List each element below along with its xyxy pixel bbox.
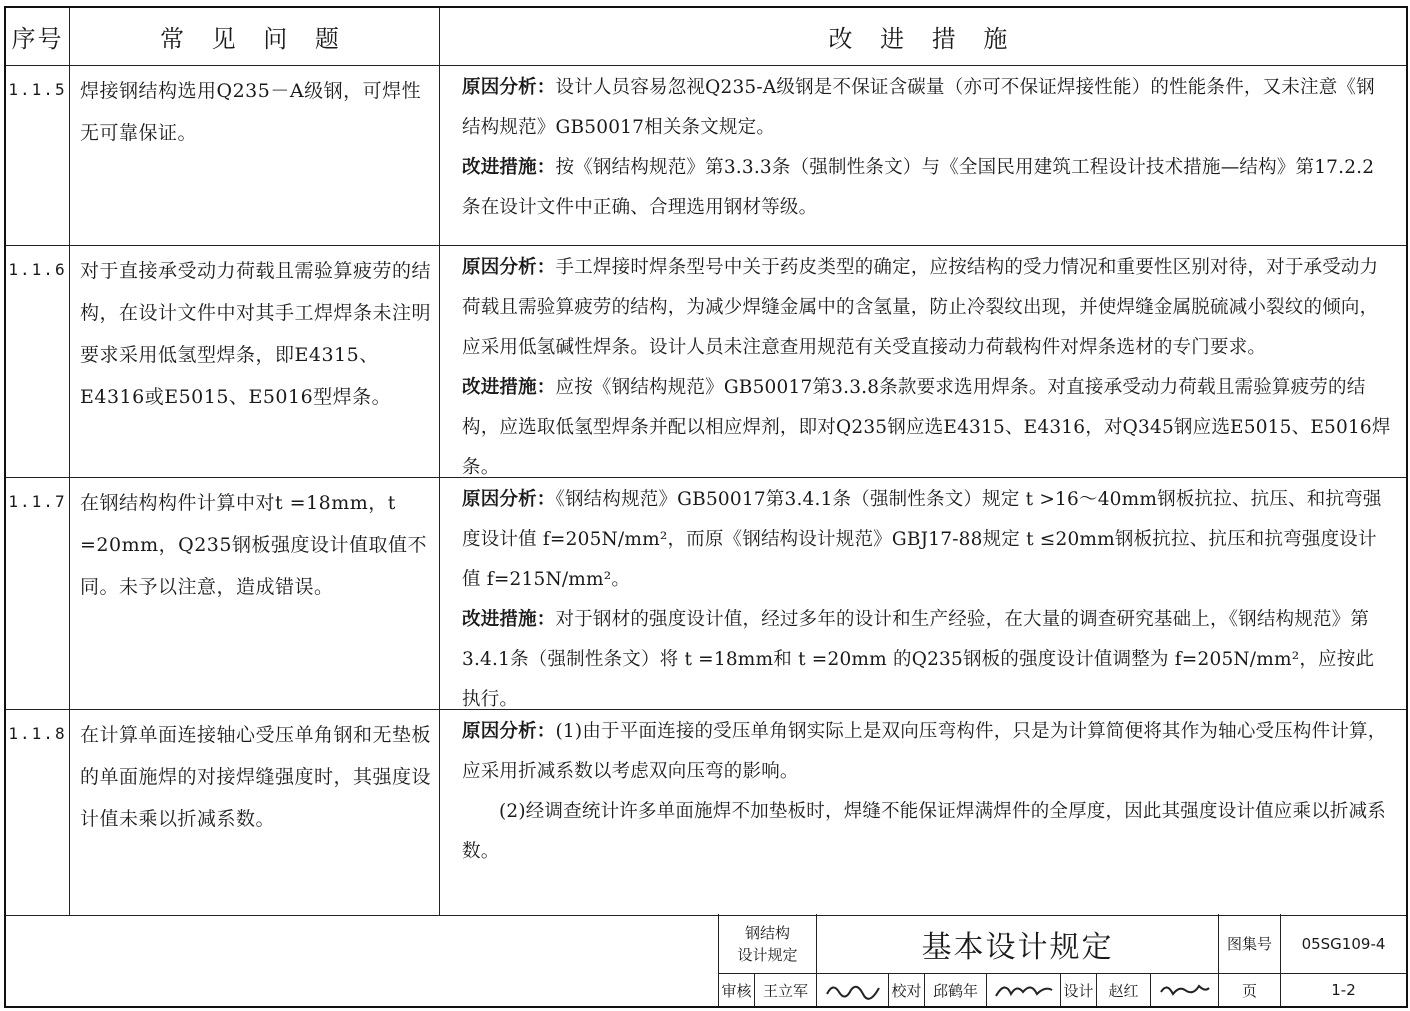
table-row — [6, 478, 1406, 710]
checker-signature — [987, 974, 1061, 1006]
table-row — [6, 246, 1406, 478]
cause-label: 原因分析： — [462, 257, 556, 278]
table-header — [6, 8, 1406, 66]
cause-text: 《钢结构规范》GB50017第3.4.1条（强制性条文）规定 t >16～40mm钢板抗拉、抗压、和抗弯强度设计值 f=205N/mm²，而原《钢结构设计规范》GBJ17-88规定 t ≤20mm钢板抗拉、抗压和抗弯强度设计值 f=215N/mm²。 — [462, 489, 1382, 590]
cause-text: (1)由于平面连接的受压单角钢实际上是双向压弯构件，只是为计算简便将其作为轴心受压构件计算，应采用折减系数以考虑双向压弯的影响。 — [462, 721, 1387, 782]
measure-label: 改进措施： — [462, 157, 556, 178]
checker-name: 邱鹤年 — [925, 974, 987, 1006]
row-number: 1.1.7 — [6, 478, 70, 709]
row-number: 1.1.6 — [6, 246, 70, 477]
design-label: 设计 — [1061, 974, 1097, 1006]
measure-text-body: 应按《钢结构规范》GB50017第3.3.8条款要求选用焊条。对直接承受动力荷载且需验算疲劳的结构，应选取低氢型焊条并配以相应焊剂，即对Q235钢应选E4315、E4316，对Q345钢应选E5015、E5016焊条。 — [462, 377, 1391, 478]
problem-text: 对于直接承受动力荷载且需验算疲劳的结构，在设计文件中对其手工焊焊条未注明要求采用低氢型焊条，即E4315、E4316或E5015、E5016型焊条。 — [70, 246, 440, 477]
measure-text — [440, 710, 1406, 915]
designer-name: 赵红 — [1097, 974, 1151, 1006]
measure-text-body: 对于钢材的强度设计值，经过多年的设计和生产经验，在大量的调查研究基础上，《钢结构规范》第3.4.1条（强制性条文）将 t =18mm和 t =20mm 的Q235钢板的强度设计值调整为 f=205N/mm²，应按此执行。 — [462, 609, 1375, 710]
cause-label: 原因分析： — [462, 489, 556, 510]
measure-label: 改进措施： — [462, 377, 556, 398]
signature-mark — [993, 978, 1055, 1002]
atlas-label: 图集号 — [1219, 914, 1281, 974]
title-block-table — [718, 914, 1406, 1006]
header-problem: 常 见 问 题 — [70, 8, 440, 65]
reviewer-signature — [817, 974, 889, 1006]
table-row — [6, 710, 1406, 916]
reviewer-name: 王立军 — [755, 974, 817, 1006]
measure-text-body: 按《钢结构规范》第3.3.3条（强制性条文）与《全国民用建筑工程设计技术措施—结构》第17.2.2条在设计文件中正确、合理选用钢材等级。 — [462, 157, 1375, 218]
designer-signature — [1151, 974, 1219, 1006]
category-cell — [719, 914, 817, 974]
check-label: 校对 — [889, 974, 925, 1006]
row-number: 1.1.5 — [6, 66, 70, 245]
header-no: 序号 — [6, 8, 70, 65]
table-row — [6, 66, 1406, 246]
measure-text — [440, 246, 1406, 477]
problem-text: 在钢结构构件计算中对t =18mm，t =20mm，Q235钢板强度设计值取值不同。未予以注意，造成错误。 — [70, 478, 440, 709]
problem-text: 在计算单面连接轴心受压单角钢和无垫板的单面施焊的对接焊缝强度时，其强度设计值未乘以折减系数。 — [70, 710, 440, 915]
review-label: 审核 — [719, 974, 755, 1006]
problem-text: 焊接钢结构选用Q235－A级钢，可焊性无可靠保证。 — [70, 66, 440, 245]
page-number: 1-2 — [1331, 981, 1356, 999]
cause-label: 原因分析： — [462, 721, 556, 742]
category-line1: 钢结构 — [744, 923, 790, 942]
measure-label: 改进措施： — [462, 609, 556, 630]
signature-mark — [1157, 978, 1213, 1002]
signature-mark — [823, 978, 883, 1002]
atlas-number: 05SG109-4 — [1281, 914, 1406, 974]
drawing-title: 基本设计规定 — [817, 914, 1219, 974]
cause-text: 设计人员容易忽视Q235-A级钢是不保证含碳量（亦可不保证焊接性能）的性能条件，又未注意《钢结构规范》GB50017相关条文规定。 — [462, 77, 1375, 138]
row-number: 1.1.8 — [6, 710, 70, 915]
drawing-sheet — [4, 6, 1408, 1008]
measure-text — [440, 66, 1406, 245]
cause-text: 手工焊接时焊条型号中关于药皮类型的确定，应按结构的受力情况和重要性区别对待，对于承受动力荷载且需验算疲劳的结构，为减少焊缝金属中的含氢量，防止冷裂纹出现，并使焊缝金属脱硫减小裂纹的倾向，应采用低氢碱性焊条。设计人员未注意查用规范有关受直接动力荷载构件对焊条选材的专门要求。 — [462, 257, 1379, 358]
cause-text-2: (2)经调查统计许多单面施焊不加垫板时，焊缝不能保证焊满焊件的全厚度，因此其强度设计值应乘以折减系数。 — [462, 801, 1387, 862]
page-label: 页 — [1219, 974, 1281, 1006]
cause-label: 原因分析： — [462, 77, 556, 98]
measure-text — [440, 478, 1406, 709]
header-measure: 改 进 措 施 — [828, 25, 1018, 53]
category-line2: 设计规定 — [737, 945, 798, 964]
title-block — [6, 914, 1406, 1006]
